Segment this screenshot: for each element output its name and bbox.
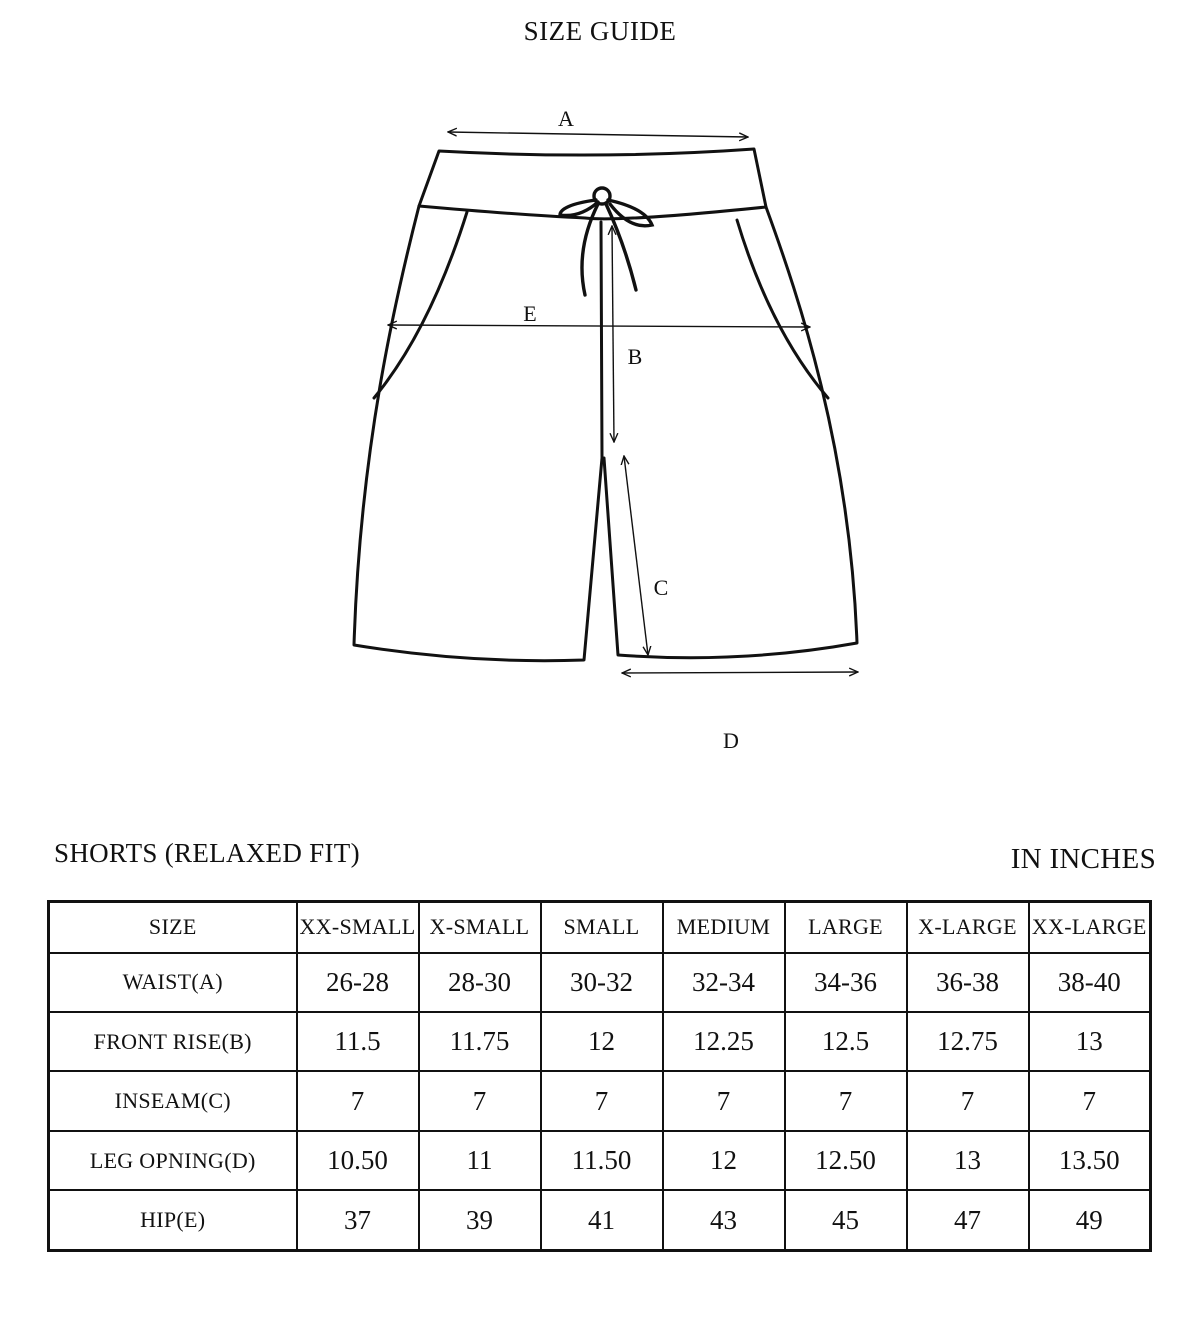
table-cell: 45	[785, 1190, 907, 1250]
table-cell: 30-32	[541, 953, 663, 1012]
header-cell: XX-SMALL	[297, 902, 419, 953]
table-cell: 12.5	[785, 1012, 907, 1071]
left-pocket	[374, 212, 467, 398]
header-cell: XX-LARGE	[1029, 902, 1151, 953]
table-cell: 49	[1029, 1190, 1151, 1250]
leg-opening-label: D	[723, 728, 739, 753]
left-leg	[354, 206, 602, 661]
header-cell: SIZE	[49, 902, 297, 953]
table-cell: 28-30	[419, 953, 541, 1012]
table-cell: 7	[297, 1071, 419, 1130]
header-cell: SMALL	[541, 902, 663, 953]
waist-line	[448, 132, 748, 137]
table-cell: 12.25	[663, 1012, 785, 1071]
table-cell: 13.50	[1029, 1131, 1151, 1190]
table-cell: 37	[297, 1190, 419, 1250]
table-row	[49, 1012, 1151, 1071]
header-cell: X-LARGE	[907, 902, 1029, 953]
table-cell: 13	[1029, 1012, 1151, 1071]
inseam-line	[624, 456, 648, 655]
table-cell: 36-38	[907, 953, 1029, 1012]
table-cell: 26-28	[297, 953, 419, 1012]
shorts-outline	[354, 149, 857, 661]
measurement-lines	[388, 132, 858, 673]
header-cell: MEDIUM	[663, 902, 785, 953]
table-cell: 12	[663, 1131, 785, 1190]
table-cell: 7	[1029, 1071, 1151, 1130]
table-cell: 13	[907, 1131, 1029, 1190]
hip-label: E	[523, 301, 537, 326]
table-cell: 34-36	[785, 953, 907, 1012]
units-label: IN INCHES	[1010, 843, 1156, 875]
leg-opening-line	[622, 672, 858, 673]
table-title: SHORTS (RELAXED FIT)	[54, 838, 360, 868]
center-seam	[601, 222, 602, 458]
table-cell: 11.5	[297, 1012, 419, 1071]
hip-line	[388, 325, 810, 327]
table-cell: 7	[907, 1071, 1029, 1130]
table-cell: 7	[419, 1071, 541, 1130]
table-row	[49, 953, 1151, 1012]
table-cell: 47	[907, 1190, 1029, 1250]
table-cell: 12.75	[907, 1012, 1029, 1071]
header-cell: X-SMALL	[419, 902, 541, 953]
table-cell: 7	[541, 1071, 663, 1130]
page-title: SIZE GUIDE	[523, 16, 677, 46]
table-cell: 32-34	[663, 953, 785, 1012]
table-cell: 11.50	[541, 1131, 663, 1190]
row-label: LEG OPNING(D)	[49, 1131, 297, 1190]
table-cell: 10.50	[297, 1131, 419, 1190]
drawstring	[560, 188, 652, 295]
row-label: INSEAM(C)	[49, 1071, 297, 1130]
table-row	[49, 1071, 1151, 1130]
table-cell: 7	[663, 1071, 785, 1130]
table-cell: 41	[541, 1190, 663, 1250]
table-cell: 11	[419, 1131, 541, 1190]
table-header-row	[49, 902, 1151, 953]
table-cell: 12	[541, 1012, 663, 1071]
right-leg	[604, 207, 857, 658]
row-label: WAIST(A)	[49, 953, 297, 1012]
table-cell: 43	[663, 1190, 785, 1250]
table-cell: 7	[785, 1071, 907, 1130]
waist-label: A	[558, 106, 574, 131]
table-cell: 38-40	[1029, 953, 1151, 1012]
table-cell: 39	[419, 1190, 541, 1250]
front-rise-label: B	[627, 344, 643, 369]
table-row	[49, 1131, 1151, 1190]
table-cell: 11.75	[419, 1012, 541, 1071]
right-pocket	[737, 220, 828, 398]
header-cell: LARGE	[785, 902, 907, 953]
inseam-label: C	[653, 575, 669, 600]
row-label: HIP(E)	[49, 1190, 297, 1250]
table-cell: 12.50	[785, 1131, 907, 1190]
row-label: FRONT RISE(B)	[49, 1012, 297, 1071]
table-row	[49, 1190, 1151, 1250]
size-table	[47, 900, 1152, 1252]
front-rise-line	[612, 226, 614, 442]
